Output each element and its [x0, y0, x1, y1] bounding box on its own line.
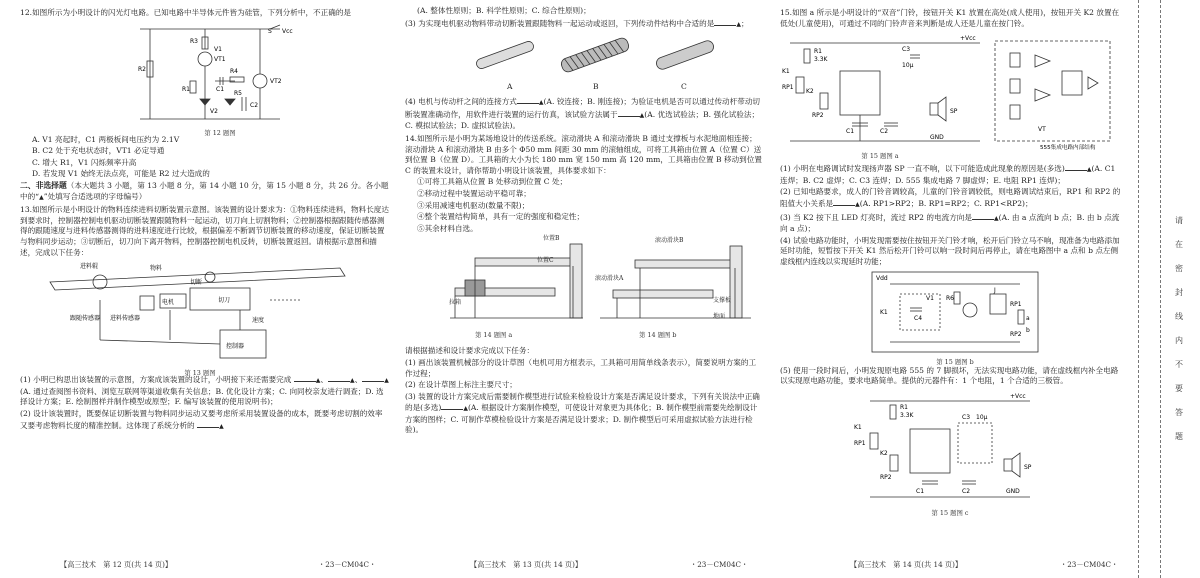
- q15-sub3-text: (3) 当 K2 按下且 LED 灯亮时，流过 RP2 的电流方向是: [780, 212, 972, 222]
- fig15c-k2: K2: [880, 449, 888, 457]
- q14-figure-b: [595, 236, 755, 342]
- fig15c-vcc: +Vcc: [1010, 392, 1026, 400]
- label-r2: R2: [138, 65, 146, 73]
- doorbell-circuit-c: [850, 389, 1050, 505]
- fig15b-a: a: [1026, 314, 1030, 322]
- q15-caption-a: 第 15 题图 a: [861, 152, 899, 161]
- footer-code-13: ・23－CM04C・: [690, 560, 749, 569]
- q14-req-3: ③采用减速电机驱动(数量不限)；: [417, 200, 530, 210]
- q14-caption-a: 第 14 题图 a: [475, 331, 513, 340]
- q13-sub2-text: (2) 设计该装置时，既要保证切断装置与物料同步运动又要考虑所采用装置设备的成本，既要考虑切割的效率又要考虑物料长度的精准控制。这体现了系统分析的: [20, 408, 383, 430]
- q14-figure-a: [445, 236, 585, 342]
- q13-sub1-text: (1) 小明已构思出该装置的示意图，方案成该装置的设计，小明接下来还需要完成: [20, 375, 292, 385]
- q14-req-2: ②移动过程中装置运动平稳可靠；: [417, 188, 531, 198]
- blank-marker-icon: ▲: [855, 200, 860, 208]
- answer-blank[interactable]: [618, 109, 640, 117]
- q15-caption-b: 第 15 题图 b: [936, 358, 974, 367]
- q12-figure: [130, 21, 310, 138]
- blank-marker-icon: ▲: [315, 377, 321, 385]
- fig13-label-in-sensor: 进料传感器: [110, 315, 141, 323]
- fig14a-pos-b: 位置B: [543, 235, 560, 243]
- footer-page-12: 【高三技术 第 12 页(共 14 页)】: [60, 560, 173, 569]
- label-r5: R5: [234, 89, 242, 97]
- blank-marker-icon: ▲: [350, 377, 355, 385]
- transmission-parts: [465, 32, 725, 82]
- binding-line-outer: [1160, 0, 1161, 578]
- q13-sub3: [405, 18, 763, 31]
- q15-sub1: [780, 163, 1125, 186]
- q14-req-4: ④整个装置结构简单，具有一定的强度和稳定性；: [417, 212, 585, 222]
- section-2-title: 二、非选择题: [20, 180, 67, 190]
- fig15a-rp1: RP1: [782, 84, 794, 92]
- fig15a-c3: C3: [902, 46, 911, 54]
- q15-sub1-options: (A. C1 连焊；B. C2 虚焊；C. C3 连焊；D. 555 集成电路 7 脚虚焊；E. 电阻 RP1 连焊)；: [780, 164, 1116, 185]
- q14-task-3-options: (A. 根据设计方案制作模型，可使设计对象更为具体化；B. 制作模型前需要先绘制设计方案的图样；C. 可制作草模检验设计方案是否满足设计要求；D. 制作模型后可采用虚拟试验方法进行检验)。: [405, 403, 758, 435]
- answer-blank[interactable]: [362, 374, 384, 382]
- blank-marker-icon: ▲: [1086, 166, 1092, 174]
- fig15c-c3: C3: [962, 413, 971, 421]
- fig15a-c2: C2: [880, 128, 889, 136]
- part-label-b: B: [593, 82, 599, 92]
- q13-stem: 13.如图所示是小明设计的物料连续进料切断装置示意图。该装置的设计要求为：①物料连续进料，物料长度达到要求时，控制器控制电机驱动切断装置跟随物料一起运动，切刀向上切割物料；②控制器根据跟随传感器测得的跟随速度与进料传感器测得的进料速度进行比较，根据偏差不断调节切断装置的移动速度，保证切断装置与物料同步运动；③切断后，切刀向下离开物料，控制器控制电机反转，切断装置返回。请根据示意图和描述，完成以下任务：: [20, 205, 389, 257]
- fig15a-r1-value: 3.3K: [814, 56, 828, 64]
- answer-blank[interactable]: [714, 18, 736, 26]
- fig14b-roll-b: 滚动滑块B: [655, 237, 684, 245]
- q13-sub3-text: (3) 为实现电机驱动物料带动切断装置跟随物料一起运动或返回，下列传动件结构中合适的是: [405, 18, 715, 28]
- seal-char: 不: [1175, 360, 1183, 369]
- q15-sub1-text: (1) 小明在电路调试时发现扬声器 SP 一直不响，以下可能造成此现象的原因是(多选): [780, 164, 1065, 174]
- q12-option-b: B. C2 处于充电状态时，VT1 必定导通: [32, 146, 165, 156]
- q15-sub4: (4) 试验电路功能时，小明发现需要按住按钮开关门铃才响，松开后门铃立马不响，现准备为电路添加延时功能，短暂按下开关 K1 然后松开门铃可以响一段时间后再停止，请在电路图中 a 点和 b 点左侧虚线框内连线以实现延时功能；: [780, 235, 1120, 266]
- fig15b-k1: K1: [880, 308, 888, 316]
- q14-task-3-text: (3) 装置的设计方案完成后需要制作模型进行试验来检验设计方案是否满足设计要求，下列有关说法中正确的是(多选): [405, 391, 760, 413]
- fig15b-j: J: [994, 286, 996, 294]
- label-r4: R4: [230, 67, 238, 75]
- seal-char: 请: [1175, 216, 1183, 225]
- fig15b-vdd: Vdd: [876, 274, 888, 282]
- q15-sub5: (5) 使用一段时间后，小明发现原电路 555 的 7 脚损坏，无法实现电路功能，请在虚线框内补全电路以实现原电路功能，要求电路简单。提供的元器件有：1 个电阻，1 个合适的三极管。: [780, 365, 1119, 386]
- q13-2-options: (A. 整体性原则；B. 科学性原则；C. 综合性原则)；: [417, 6, 591, 15]
- q15-figure-a: [780, 31, 1125, 161]
- fig15a-k2: K2: [806, 88, 814, 96]
- fig13-label-cut: 切断: [190, 279, 203, 287]
- fig15a-vt: VT: [1038, 126, 1046, 134]
- fig15c-r1: R1: [900, 403, 908, 411]
- q13-sub1-options: (A. 通过查阅图书资料、浏览互联网等渠道收集有关信息；B. 优化设计方案；C. 向同校亲友进行调查；D. 选择设计方案；E. 绘制图样并制作模型或原型；F. 编写该装置的使用说明书)；: [20, 386, 384, 407]
- q13-sub4: [405, 96, 763, 132]
- q12-option-a: A. V1 亮起时，C1 两极板间电压约为 2.1V: [32, 134, 180, 144]
- fig15c-gnd: GND: [1006, 487, 1020, 495]
- blank-marker-icon: ▲: [994, 214, 999, 222]
- fig15a-vcc: +Vcc: [960, 35, 976, 43]
- footer-code-14: ・23－CM04C・: [1060, 560, 1119, 569]
- q15-sub3-options: (A. 由 a 点流向 b 点；B. 由 b 点流向 a 点)；: [780, 212, 1120, 234]
- label-r1: R1: [182, 85, 190, 93]
- q13-sub3-tail: ；: [740, 18, 749, 28]
- fig15a-k1: K1: [782, 68, 790, 76]
- fig13-label-speed: 速度: [252, 317, 265, 325]
- fig15c-rp1: RP1: [854, 439, 866, 447]
- binding-line-inner: [1138, 0, 1139, 578]
- fig15a-chip: 555集成电路内部结构: [1040, 145, 1096, 152]
- page-13: [405, 6, 763, 551]
- section-2-note-2: ”处填写合适选项的字母编号）: [43, 191, 147, 201]
- seal-char: 在: [1175, 240, 1183, 249]
- blank-marker-icon: ▲: [384, 377, 389, 385]
- q12-option-c: C. 增大 R1，V1 闪烁频率升高: [32, 157, 137, 167]
- q14-tasks-intro: 请根据描述和设计要求完成以下任务：: [405, 346, 535, 356]
- q15-sub2: [780, 187, 1125, 210]
- q15-stem: 15.如图 a 所示是小明设计的“双音”门铃，按钮开关 K1 放置在高处(成人使用)，按钮开关 K2 放置在低处(儿童使用)，可通过不同的门铃声音来判断是成人还是儿童在按门铃。: [780, 8, 1120, 28]
- fig15b-rp1: RP1: [1010, 300, 1022, 308]
- label-s: S: [268, 27, 272, 35]
- fig13-label-knife: 切刀: [218, 297, 231, 305]
- fig15a-c3-value: 10μ: [902, 62, 914, 70]
- q12-caption: 第 12 题图: [204, 129, 236, 138]
- label-c2: C2: [250, 101, 259, 109]
- label-r3: R3: [190, 37, 198, 45]
- blank-marker-icon: ▲: [39, 193, 44, 201]
- fig15c-sp: SP: [1024, 463, 1032, 471]
- fig15b-v1: V1: [926, 294, 934, 302]
- part-label-a: A: [507, 82, 513, 92]
- answer-blank[interactable]: [197, 420, 219, 428]
- footer-page-13: 【高三技术 第 13 页(共 14 页)】: [470, 560, 583, 569]
- q15-sub2-text: (2) 已知电路要求，成人的门铃音调较高，儿童的门铃音调较低，则电路调试结束后，RP1 和 RP2 的阻值大小关系是: [780, 187, 1121, 208]
- fig15c-k1: K1: [854, 423, 862, 431]
- q15-figure-c: [850, 389, 1050, 518]
- q14-task-1: (1) 画出该装置机械部分的设计草图（电机可用方框表示，工具箱可用简单线条表示），简要说明方案的工作过程；: [405, 357, 757, 378]
- fig15a-c1: C1: [846, 128, 855, 136]
- label-vt1: VT1: [214, 55, 226, 63]
- fig15c-c2: C2: [962, 487, 971, 495]
- fig13-label-controller: 控制器: [226, 343, 245, 351]
- answer-blank[interactable]: [833, 198, 855, 206]
- fig15c-c3-value: 10μ: [976, 413, 988, 421]
- q15-figure-b: [870, 270, 1040, 367]
- fig15c-rp2: RP2: [880, 473, 892, 481]
- q14-task-2: (2) 在设计草图上标注主要尺寸；: [405, 380, 517, 390]
- fig15a-sp: SP: [950, 108, 958, 116]
- fig13-label-motor: 电机: [162, 299, 175, 307]
- q14-req-5: ⑤其余材料自选。: [417, 223, 478, 233]
- fig14b-ground: 地面: [713, 313, 726, 321]
- q13-sub4-text: (4) 电机与传动杆之间的连接方式: [405, 97, 517, 107]
- q14-figures: [405, 236, 763, 344]
- seal-char: 内: [1175, 336, 1183, 345]
- fig15b-r6: R6: [946, 294, 954, 302]
- fig15a-rp2: RP2: [812, 112, 824, 120]
- blank-marker-icon: ▲: [219, 422, 224, 430]
- seal-char: 线: [1175, 312, 1183, 321]
- fig15a-r1: R1: [814, 48, 822, 56]
- q12-stem: 12.如图所示为小明设计的闪光灯电路。已知电路中半导体元件皆为硅管，下列分析中，不正确的是: [20, 8, 352, 17]
- seal-char: 密: [1175, 264, 1183, 273]
- fig15a-gnd: GND: [930, 134, 944, 142]
- answer-blank[interactable]: [517, 96, 539, 104]
- seal-char: 题: [1175, 432, 1183, 441]
- blank-marker-icon: ▲: [538, 99, 544, 107]
- seal-char: 封: [1175, 288, 1183, 297]
- fig15b-rp2: RP2: [1010, 330, 1022, 338]
- label-c1: C1: [216, 85, 225, 93]
- answer-blank[interactable]: [1065, 163, 1087, 171]
- label-vt2: VT2: [270, 77, 282, 85]
- blank-marker-icon: ▲: [736, 20, 741, 28]
- q14-req-1: ①可将工具箱从位置 B 处移动到位置 C 处；: [417, 177, 568, 187]
- q13-sub4-text-2: (A. 铰连接；B. 刚连接)；为验证电机是否可以通过传动杆带动切断装置准确动作，用软件进行装置的运行仿真，该试验方法属于: [405, 97, 761, 119]
- fig13-label-material: 物料: [150, 265, 163, 273]
- blank-marker-icon: ▲: [639, 111, 645, 119]
- transmission-parts-figure: [465, 32, 725, 94]
- q14-task-3: [405, 392, 763, 436]
- footer-page-14: 【高三技术 第 14 页(共 14 页)】: [850, 560, 963, 569]
- section-2-heading: [20, 181, 390, 203]
- part-label-c: C: [681, 82, 687, 92]
- seal-char: 答: [1175, 408, 1183, 417]
- q13-sub4-options: (A. 优选试验法；B. 强化试验法；C. 模拟试验法；D. 虚拟试验法)。: [405, 109, 760, 131]
- fig13-label-in-roller: 进料辊: [80, 263, 99, 271]
- label-v2: V2: [210, 107, 218, 115]
- page-12: [20, 6, 390, 551]
- fig14a-box: 拉箱: [449, 299, 462, 307]
- q13-sub2: [20, 409, 390, 432]
- q13-caption: 第 13 题图: [184, 368, 216, 377]
- q15-sub3: [780, 212, 1125, 235]
- answer-blank[interactable]: [441, 402, 463, 410]
- fig13-label-follow: 跟随传感器: [70, 315, 101, 323]
- q13-figure: [40, 260, 360, 377]
- label-v1: V1: [214, 45, 222, 53]
- page-14: [780, 6, 1125, 551]
- flash-circuit-diagram: [130, 21, 310, 125]
- q14-stem: 14.如图所示是小明为某场地设计的传送系统。滚动滑块 A 和滚动滑块 B 通过支撑板与水泥地面相连接；滚动滑块 A 和滚动滑块 B 由多个 Φ50 mm 间距 30 mm 的滚轴组成，可将工具箱由位置 A（位置 C）送到位置 B（位置 D）。工具箱的大小为长 180 mm 宽 150 mm 高 120 mm，工具箱由位置 B 移动到位置 C 的装置未设计，请你帮助小明设计该装置，具体要求如下：: [405, 133, 762, 175]
- seal-char: 要: [1175, 384, 1183, 393]
- fig15c-r1-value: 3.3K: [900, 411, 914, 419]
- q15-sub2-options: (A. RP1>RP2；B. RP1=RP2；C. RP1<RP2)；: [859, 198, 1033, 208]
- q12-option-d: D. 若发现 V1 始终无法点亮，可能是 R2 过大造成的: [32, 169, 210, 179]
- doorbell-circuit-a: [780, 31, 1125, 151]
- footer-code-12: ・23－CM04C・: [318, 560, 377, 569]
- q15-caption-c: 第 15 题图 c: [931, 509, 969, 518]
- fig14b-roll-a: 滚动滑块A: [595, 275, 624, 283]
- blank-marker-icon: ▲: [463, 405, 468, 413]
- fig15b-c4: C4: [914, 314, 923, 322]
- doorbell-circuit-b: [870, 270, 1040, 354]
- answer-blank[interactable]: [972, 212, 994, 220]
- fig14b-support: 支撑板: [713, 297, 732, 305]
- cutting-device-diagram: [40, 260, 360, 364]
- fig15b-b: b: [1026, 326, 1030, 334]
- q14-caption-b: 第 14 题图 b: [639, 331, 677, 340]
- section-2-note: （本大题共 3 小题，第 13 小题 8 分，第 14 小题 10 分，第 15 小题 8 分，共 26 分。各小题中的“: [20, 180, 389, 201]
- conveyor-diagram-a: [445, 236, 585, 328]
- label-vcc: Vcc: [282, 27, 293, 35]
- fig15c-c1: C1: [916, 487, 925, 495]
- q13-sub1: (1) 小明已构思出该装置的示意图，方案成该装置的设计，小明接下来还需要完成 ▲、 ▲、 ▲ (A. 通过查阅图书资料、浏览互联网等渠道收集有关信息；B. 优化设计方案；C. 向同校亲友进行调查；D. 选择设计方案；E. 绘制图样并制作模型或原型；F. 编写该装置的使用说明书)；: [20, 375, 389, 407]
- binding-margin: [1130, 0, 1200, 578]
- fig14a-pos-c: 位置C: [537, 257, 554, 265]
